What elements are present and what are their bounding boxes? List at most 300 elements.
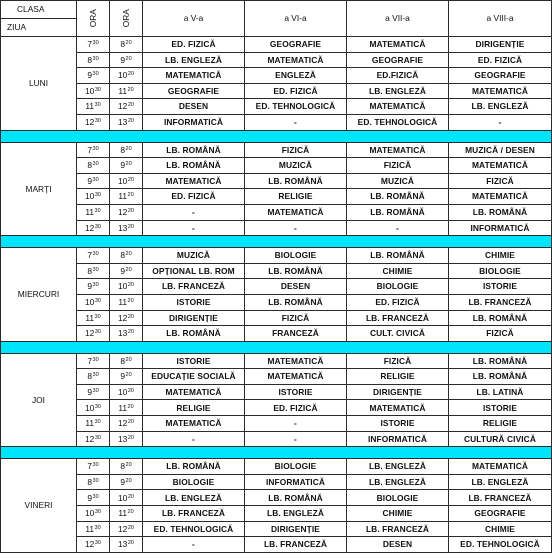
subject-cell: LB. FRANCEZĂ (143, 506, 245, 522)
start-time (77, 248, 110, 264)
subject-cell: CULTURĂ CIVICĂ (449, 431, 552, 447)
start-minutes: 30 (94, 86, 101, 93)
subject-cell: BIOLOGIE (245, 459, 347, 475)
subject-cell: LB. FRANCEZĂ (245, 537, 347, 553)
end-hour: 10 (118, 175, 128, 186)
subject-cell: MATEMATICĂ (347, 99, 449, 115)
table-row (1, 474, 552, 490)
class-header-5: a V-a (143, 1, 245, 37)
day-name-2: MIERCURI (1, 248, 77, 342)
end-hour: 9 (120, 265, 126, 276)
subject-cell: MUZICĂ / DESEN (449, 142, 552, 158)
end-time (110, 52, 143, 68)
class-header-8: a VIII-a (449, 1, 552, 37)
start-hour: 10 (85, 402, 95, 413)
end-hour: 13 (118, 117, 128, 128)
subject-cell: ISTORIE (347, 416, 449, 432)
subject-cell: INFORMATICĂ (245, 474, 347, 490)
subject-cell: INFORMATICĂ (347, 431, 449, 447)
start-time (77, 83, 110, 99)
subject-cell: RELIGIE (347, 369, 449, 385)
subject-cell: RELIGIE (143, 400, 245, 416)
start-hour: 8 (87, 160, 93, 171)
start-time (77, 99, 110, 115)
table-row (1, 400, 552, 416)
start-minutes: 30 (92, 71, 99, 78)
start-minutes: 30 (94, 208, 101, 215)
subject-cell: FIZICĂ (449, 173, 552, 189)
start-time (77, 114, 110, 130)
end-minutes: 20 (125, 40, 132, 47)
end-hour: 10 (118, 386, 128, 397)
subject-cell: DESEN (245, 279, 347, 295)
end-time (110, 263, 143, 279)
start-hour: 9 (87, 70, 93, 81)
end-hour: 9 (120, 54, 126, 65)
start-time (77, 400, 110, 416)
subject-cell: LB. ROMÂNĂ (449, 369, 552, 385)
end-minutes: 20 (127, 387, 134, 394)
subject-cell: ISTORIE (449, 279, 552, 295)
subject-cell: CHIMIE (347, 263, 449, 279)
end-hour: 13 (118, 433, 128, 444)
subject-cell: LB. ENGLEZĂ (449, 99, 552, 115)
end-hour: 9 (120, 476, 126, 487)
end-minutes: 20 (127, 298, 134, 304)
start-hour: 8 (87, 476, 93, 487)
table-row (1, 353, 552, 369)
start-hour: 9 (87, 175, 93, 186)
table-row (1, 37, 552, 53)
end-hour: 9 (120, 160, 126, 171)
subject-cell: BIOLOGIE (347, 490, 449, 506)
end-time (110, 37, 143, 53)
subject-cell: LB. ENGLEZĂ (449, 474, 552, 490)
subject-cell: ENGLEZĂ (245, 68, 347, 84)
start-hour: 7 (87, 461, 93, 472)
start-hour: 9 (87, 386, 93, 397)
end-time (110, 204, 143, 220)
ziua-label: ZIUA (1, 19, 77, 37)
subject-cell: LB. ROMÂNĂ (143, 459, 245, 475)
start-time (77, 204, 110, 220)
start-hour: 11 (85, 523, 95, 534)
end-minutes: 20 (125, 251, 132, 258)
end-hour: 8 (120, 250, 126, 261)
end-minutes: 20 (125, 462, 132, 469)
start-hour: 8 (87, 265, 93, 276)
subject-cell: ED. FIZICĂ (449, 52, 552, 68)
end-minutes: 20 (125, 372, 132, 379)
subject-cell: GEOGRAFIE (347, 52, 449, 68)
day-name-4: VINERI (1, 459, 77, 553)
day-name-1: MARȚI (1, 142, 77, 236)
start-time (77, 431, 110, 447)
subject-cell: LB. FRANCEZĂ (347, 521, 449, 537)
start-time (77, 521, 110, 537)
subject-cell: ED. FIZICĂ (143, 189, 245, 205)
end-minutes: 20 (127, 208, 134, 215)
subject-cell: RELIGIE (449, 416, 552, 432)
subject-cell: LB. ENGLEZĂ (143, 490, 245, 506)
start-minutes: 30 (94, 524, 101, 531)
subject-cell: MUZICĂ (347, 173, 449, 189)
start-hour: 11 (85, 312, 95, 323)
subject-cell: LB. ENGLEZĂ (245, 506, 347, 522)
subject-cell: MATEMATICĂ (245, 353, 347, 369)
table-row (1, 189, 552, 205)
end-minutes: 20 (127, 71, 134, 78)
subject-cell: FIZICĂ (347, 158, 449, 174)
end-minutes: 20 (127, 102, 134, 109)
separator-bar (1, 130, 552, 142)
subject-cell: CULT. CIVICĂ (347, 326, 449, 342)
subject-cell: ED. FIZICĂ (347, 294, 449, 310)
subject-cell: OPȚIONAL LB. ROM (143, 263, 245, 279)
start-hour: 10 (85, 85, 95, 96)
subject-cell: LB. ROMÂNĂ (245, 263, 347, 279)
start-minutes: 30 (92, 387, 99, 394)
end-hour: 13 (118, 328, 128, 339)
subject-cell: GEOGRAFIE (245, 37, 347, 53)
end-hour: 11 (118, 85, 128, 96)
end-minutes: 20 (125, 145, 132, 152)
start-hour: 12 (85, 117, 95, 128)
start-hour: 11 (85, 207, 95, 218)
start-minutes: 30 (94, 298, 101, 304)
start-hour: 10 (85, 191, 95, 202)
end-time (110, 189, 143, 205)
start-minutes: 30 (94, 329, 101, 336)
subject-cell: - (245, 416, 347, 432)
day-separator (1, 341, 552, 353)
subject-cell: ISTORIE (143, 294, 245, 310)
subject-cell: - (143, 537, 245, 553)
subject-cell: MATEMATICĂ (347, 400, 449, 416)
start-minutes: 30 (92, 282, 99, 289)
end-minutes: 20 (125, 356, 132, 363)
end-time (110, 537, 143, 553)
end-hour: 9 (120, 371, 126, 382)
table-row (1, 521, 552, 537)
start-hour: 12 (85, 328, 95, 339)
start-time (77, 220, 110, 236)
start-time (77, 459, 110, 475)
subject-cell: LB. ROMÂNĂ (143, 142, 245, 158)
start-hour: 7 (87, 355, 93, 366)
end-time (110, 294, 143, 310)
start-minutes: 30 (92, 356, 99, 363)
end-time (110, 326, 143, 342)
subject-cell: - (245, 220, 347, 236)
start-minutes: 30 (92, 462, 99, 469)
end-minutes: 20 (127, 86, 134, 93)
subject-cell: LB. ROMÂNĂ (449, 310, 552, 326)
end-minutes: 20 (127, 192, 134, 199)
subject-cell: LB. ROMÂNĂ (143, 158, 245, 174)
end-minutes: 20 (125, 477, 132, 484)
table-row (1, 490, 552, 506)
end-minutes: 20 (125, 161, 132, 168)
subject-cell: ISTORIE (143, 353, 245, 369)
end-time (110, 431, 143, 447)
end-time (110, 99, 143, 115)
end-time (110, 416, 143, 432)
table-row (1, 68, 552, 84)
table-row (1, 173, 552, 189)
subject-cell: MATEMATICĂ (143, 416, 245, 432)
table-row (1, 279, 552, 295)
subject-cell: LB. ROMÂNĂ (245, 294, 347, 310)
subject-cell: BIOLOGIE (347, 279, 449, 295)
table-row (1, 158, 552, 174)
subject-cell: MATEMATICĂ (449, 83, 552, 99)
subject-cell: MUZICĂ (143, 248, 245, 264)
subject-cell: BIOLOGIE (245, 248, 347, 264)
table-row (1, 142, 552, 158)
table-row (1, 310, 552, 326)
start-time (77, 294, 110, 310)
subject-cell: LB. ROMÂNĂ (347, 204, 449, 220)
end-minutes: 20 (127, 329, 134, 336)
end-minutes: 20 (127, 118, 134, 125)
subject-cell: ED. FIZICĂ (245, 83, 347, 99)
table-row (1, 384, 552, 400)
day-name-0: LUNI (1, 37, 77, 131)
end-time (110, 114, 143, 130)
start-time (77, 263, 110, 279)
subject-cell: LB. ROMÂNĂ (347, 189, 449, 205)
start-hour: 7 (87, 250, 93, 261)
end-hour: 12 (118, 101, 128, 112)
subject-cell: - (347, 220, 449, 236)
start-time (77, 310, 110, 326)
end-hour: 10 (118, 492, 128, 503)
subject-cell: LB. ENGLEZĂ (347, 83, 449, 99)
end-minutes: 20 (127, 493, 134, 500)
subject-cell: ED. FIZICĂ (143, 37, 245, 53)
start-hour: 9 (87, 492, 93, 503)
subject-cell: MATEMATICĂ (143, 68, 245, 84)
subject-cell: FIZICĂ (347, 353, 449, 369)
end-time (110, 384, 143, 400)
end-hour: 10 (118, 70, 128, 81)
separator-bar (1, 236, 552, 248)
table-row (1, 369, 552, 385)
end-hour: 11 (118, 191, 128, 202)
subject-cell: LB. ROMÂNĂ (143, 326, 245, 342)
table-row (1, 506, 552, 522)
ora-start-header: ORA (77, 1, 110, 37)
end-time (110, 173, 143, 189)
start-time (77, 537, 110, 553)
subject-cell: DESEN (347, 537, 449, 553)
subject-cell: LB. ROMÂNĂ (245, 173, 347, 189)
subject-cell: MATEMATICĂ (449, 189, 552, 205)
start-time (77, 353, 110, 369)
start-minutes: 30 (92, 477, 99, 484)
start-minutes: 30 (92, 40, 99, 47)
end-minutes: 20 (127, 419, 134, 426)
end-time (110, 248, 143, 264)
subject-cell: MATEMATICĂ (245, 369, 347, 385)
subject-cell: FIZICĂ (449, 326, 552, 342)
start-time (77, 369, 110, 385)
subject-cell: MATEMATICĂ (347, 142, 449, 158)
start-hour: 12 (85, 222, 95, 233)
subject-cell: CHIMIE (347, 506, 449, 522)
subject-cell: BIOLOGIE (449, 263, 552, 279)
end-time (110, 474, 143, 490)
end-minutes: 20 (127, 540, 134, 547)
start-hour: 8 (87, 371, 93, 382)
start-hour: 10 (85, 297, 95, 307)
subject-cell: MATEMATICĂ (245, 52, 347, 68)
start-minutes: 30 (92, 493, 99, 500)
end-time (110, 310, 143, 326)
end-hour: 12 (118, 312, 128, 323)
start-minutes: 30 (92, 161, 99, 168)
class-header-6: a VI-a (245, 1, 347, 37)
end-hour: 8 (120, 461, 126, 472)
table-row (1, 459, 552, 475)
subject-cell: LB. FRANCEZĂ (347, 310, 449, 326)
end-hour: 10 (118, 281, 128, 292)
subject-cell: MATEMATICĂ (347, 37, 449, 53)
start-minutes: 30 (94, 403, 101, 410)
subject-cell: - (449, 114, 552, 130)
end-hour: 8 (120, 355, 126, 366)
end-hour: 12 (118, 207, 128, 218)
subject-cell: MATEMATICĂ (143, 384, 245, 400)
subject-cell: LB. ROMÂNĂ (449, 353, 552, 369)
subject-cell: INFORMATICĂ (143, 114, 245, 130)
start-time (77, 52, 110, 68)
subject-cell: ED. FIZICĂ (245, 400, 347, 416)
start-minutes: 30 (94, 419, 101, 426)
subject-cell: FRANCEZĂ (245, 326, 347, 342)
subject-cell: DIRIGENȚIE (143, 310, 245, 326)
start-minutes: 30 (94, 223, 101, 230)
subject-cell: LB. FRANCEZĂ (449, 294, 552, 310)
start-hour: 9 (87, 281, 93, 292)
start-minutes: 30 (94, 192, 101, 199)
table-row (1, 220, 552, 236)
end-hour: 13 (118, 222, 128, 233)
subject-cell: MATEMATICĂ (449, 459, 552, 475)
end-minutes: 20 (127, 176, 134, 183)
subject-cell: LB. ENGLEZĂ (347, 474, 449, 490)
start-minutes: 30 (92, 372, 99, 379)
separator-bar (1, 447, 552, 459)
clasa-label: CLASA (1, 1, 77, 19)
day-separator (1, 236, 552, 248)
subject-cell: MATEMATICĂ (143, 173, 245, 189)
subject-cell: LB. ENGLEZĂ (143, 52, 245, 68)
table-row (1, 326, 552, 342)
start-time (77, 490, 110, 506)
end-time (110, 220, 143, 236)
table-row (1, 416, 552, 432)
subject-cell: LB. ROMÂNĂ (449, 204, 552, 220)
subject-cell: CHIMIE (449, 521, 552, 537)
end-hour: 11 (118, 402, 128, 413)
end-time (110, 142, 143, 158)
start-time (77, 326, 110, 342)
end-time (110, 506, 143, 522)
start-hour: 12 (85, 433, 95, 444)
end-time (110, 369, 143, 385)
start-minutes: 30 (92, 176, 99, 183)
ora-end-header: ORA (110, 1, 143, 37)
subject-cell: LB. ENGLEZĂ (347, 459, 449, 475)
subject-cell: GEOGRAFIE (449, 506, 552, 522)
start-minutes: 30 (94, 118, 101, 125)
table-row (1, 294, 552, 310)
header-row-1 (1, 1, 552, 19)
separator-bar (1, 341, 552, 353)
subject-cell: - (245, 431, 347, 447)
table-row (1, 431, 552, 447)
start-time (77, 506, 110, 522)
start-time (77, 416, 110, 432)
subject-cell: RELIGIE (245, 189, 347, 205)
subject-cell: ED.FIZICĂ (347, 68, 449, 84)
subject-cell: DIRIGENȚIE (245, 521, 347, 537)
subject-cell: - (245, 114, 347, 130)
start-time (77, 68, 110, 84)
start-hour: 7 (87, 39, 93, 50)
table-row (1, 83, 552, 99)
subject-cell: ED. TEHNOLOGICĂ (143, 521, 245, 537)
start-minutes: 30 (92, 55, 99, 62)
end-hour: 11 (118, 297, 128, 307)
end-time (110, 400, 143, 416)
end-time (110, 521, 143, 537)
start-minutes: 30 (94, 509, 101, 516)
start-minutes: 30 (94, 540, 101, 547)
subject-cell: LB. FRANCEZĂ (449, 490, 552, 506)
end-minutes: 20 (127, 403, 134, 410)
start-minutes: 30 (92, 145, 99, 152)
subject-cell: FIZICĂ (245, 142, 347, 158)
end-time (110, 490, 143, 506)
end-hour: 12 (118, 523, 128, 534)
end-hour: 8 (120, 144, 126, 155)
start-time (77, 279, 110, 295)
day-name-3: JOI (1, 353, 77, 447)
end-minutes: 20 (127, 223, 134, 230)
start-hour: 12 (85, 539, 95, 550)
end-minutes: 20 (127, 282, 134, 289)
subject-cell: MUZICĂ (245, 158, 347, 174)
start-minutes: 30 (92, 266, 99, 273)
subject-cell: - (143, 220, 245, 236)
subject-cell: MATEMATICĂ (245, 204, 347, 220)
subject-cell: BIOLOGIE (143, 474, 245, 490)
subject-cell: FIZICĂ (245, 310, 347, 326)
subject-cell: ED. TEHNOLOGICĂ (449, 537, 552, 553)
start-minutes: 30 (92, 251, 99, 258)
day-separator (1, 447, 552, 459)
subject-cell: LB. ROMÂNĂ (347, 248, 449, 264)
start-hour: 10 (85, 508, 95, 519)
start-hour: 11 (85, 418, 95, 429)
start-time (77, 37, 110, 53)
end-time (110, 83, 143, 99)
end-minutes: 20 (127, 524, 134, 531)
end-time (110, 158, 143, 174)
